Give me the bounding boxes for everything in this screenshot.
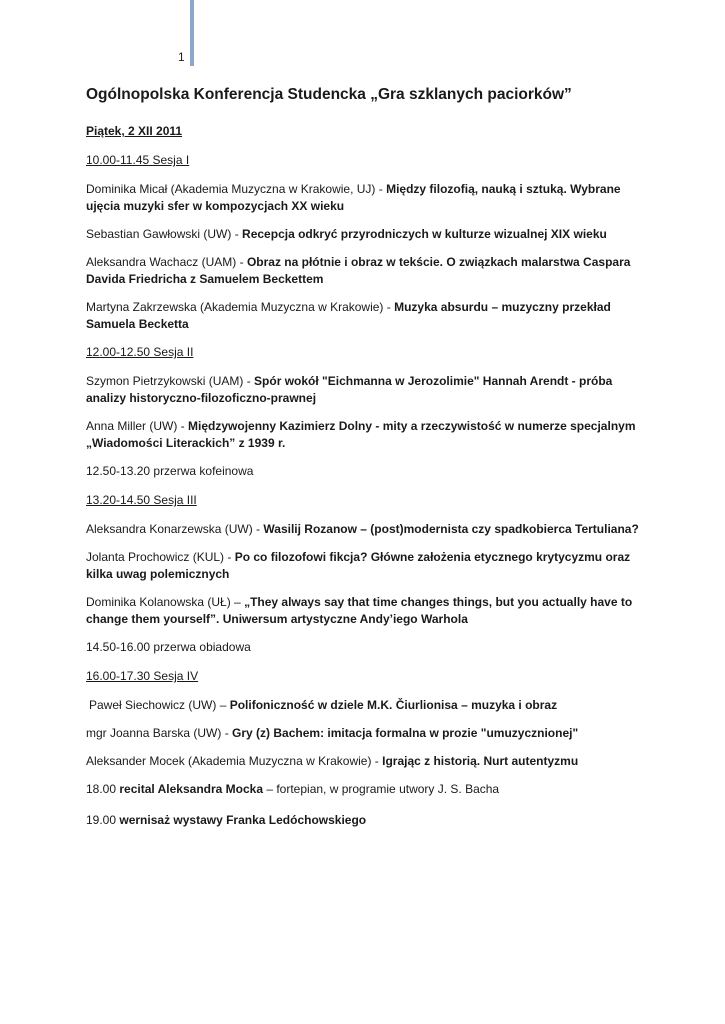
talk-entry: [86, 418, 646, 452]
talk-speaker: Paweł Siechowicz (UW) –: [89, 698, 230, 712]
talk-entry: [86, 181, 646, 215]
talk-speaker: Martyna Zakrzewska (Akademia Muzyczna w Krakowie) -: [86, 300, 395, 314]
session-heading: 13.20-14.50 Sesja III: [86, 493, 197, 507]
talk-topic: Wasilij Rozanow – (post)modernista czy spadkobierca Tertuliana?: [263, 522, 639, 536]
talk-entry: [86, 725, 646, 742]
coffee-break: 12.50-13.20 przerwa kofeinowa: [86, 464, 254, 478]
talk-entry: [86, 299, 646, 333]
conference-title: Ogólnopolska Konferencja Studencka „Gra szklanych paciorków”: [86, 86, 572, 103]
talk-speaker: Anna Miller (UW) -: [86, 419, 189, 433]
talk-entry: [86, 753, 646, 770]
talk-speaker: mgr Joanna Barska (UW) -: [86, 726, 233, 740]
talk-topic: Obraz na płótnie i obraz w tekście. O związkach malarstwa Caspara Davida Friedricha z Samuelem Beckettem: [86, 255, 631, 286]
recital-entry: [86, 781, 646, 798]
vernissage-title: wernisaż wystawy Franka Ledóchowskiego: [119, 813, 367, 827]
page-number: 1: [178, 50, 185, 64]
talk-speaker: Sebastian Gawłowski (UW) -: [86, 227, 243, 241]
talk-topic: Gry (z) Bachem: imitacja formalna w prozie "umuzycznionej": [232, 726, 579, 740]
talk-speaker: Aleksandra Wachacz (UAM) -: [86, 255, 247, 269]
talk-speaker: Szymon Pietrzykowski (UAM) -: [86, 374, 255, 388]
talk-entry: [86, 521, 646, 538]
talk-topic: Po co filozofowi fikcja? Główne założenia etycznego krytycyzmu oraz kilka uwag polemicznych: [86, 550, 631, 581]
recital-title: recital Aleksandra Mocka: [119, 782, 263, 796]
talk-topic: Międzywojenny Kazimierz Dolny - mity a rzeczywistość w numerze specjalnym „Wiadomości Literackich” z 1939 r.: [86, 419, 636, 450]
talk-topic: Recepcja odkryć przyrodniczych w kulturze wizualnej XIX wieku: [242, 227, 607, 241]
recital-details: – fortepian, w programie utwory J. S. Bacha: [263, 782, 500, 796]
talk-speaker: Aleksander Mocek (Akademia Muzyczna w Krakowie) -: [86, 754, 383, 768]
header-margin-bar: [190, 0, 194, 66]
talk-speaker: Jolanta Prochowicz (KUL) -: [86, 550, 235, 564]
vernissage-entry: [86, 812, 646, 829]
recital-time: 18.00: [86, 782, 120, 796]
talk-entry: [86, 697, 646, 714]
talk-topic: Igrając z historią. Nurt autentyzmu: [382, 754, 579, 768]
document-body: [86, 84, 646, 840]
talk-entry: [86, 226, 646, 243]
talk-entry: [86, 373, 646, 407]
talk-entry: [86, 594, 646, 628]
talk-entry: [86, 549, 646, 583]
talk-topic: Muzyka absurdu – muzyczny przekład Samuela Becketta: [86, 300, 611, 331]
session-heading: 12.00-12.50 Sesja II: [86, 345, 194, 359]
talk-speaker: Dominika Kolanowska (UŁ) –: [86, 595, 245, 609]
lunch-break: 14.50-16.00 przerwa obiadowa: [86, 640, 251, 654]
talk-topic: Polifoniczność w dziele M.K. Čiurlionisa – muzyka i obraz: [229, 698, 558, 712]
talk-entry: [86, 254, 646, 288]
vernissage-time: 19.00: [86, 813, 120, 827]
session-heading: 10.00-11.45 Sesja I: [86, 153, 190, 167]
event-date: Piątek, 2 XII 2011: [86, 124, 183, 138]
talk-speaker: Dominika Micał (Akademia Muzyczna w Krakowie, UJ) -: [86, 182, 387, 196]
talk-topic: Między filozofią, nauką i sztuką. Wybrane ujęcia muzyki sfer w kompozycjach XX wieku: [86, 182, 621, 213]
session-heading: 16.00-17.30 Sesja IV: [86, 669, 199, 683]
talk-speaker: Aleksandra Konarzewska (UW) -: [86, 522, 264, 536]
talk-topic: „They always say that time changes things, but you actually have to change them yourself”. Uniwersum artystyczne Andy’iego Warhola: [86, 595, 633, 626]
talk-topic: Spór wokół "Eichmanna w Jerozolimie" Hannah Arendt - próba analizy historyczno-filozoficzno-prawnej: [86, 374, 613, 405]
